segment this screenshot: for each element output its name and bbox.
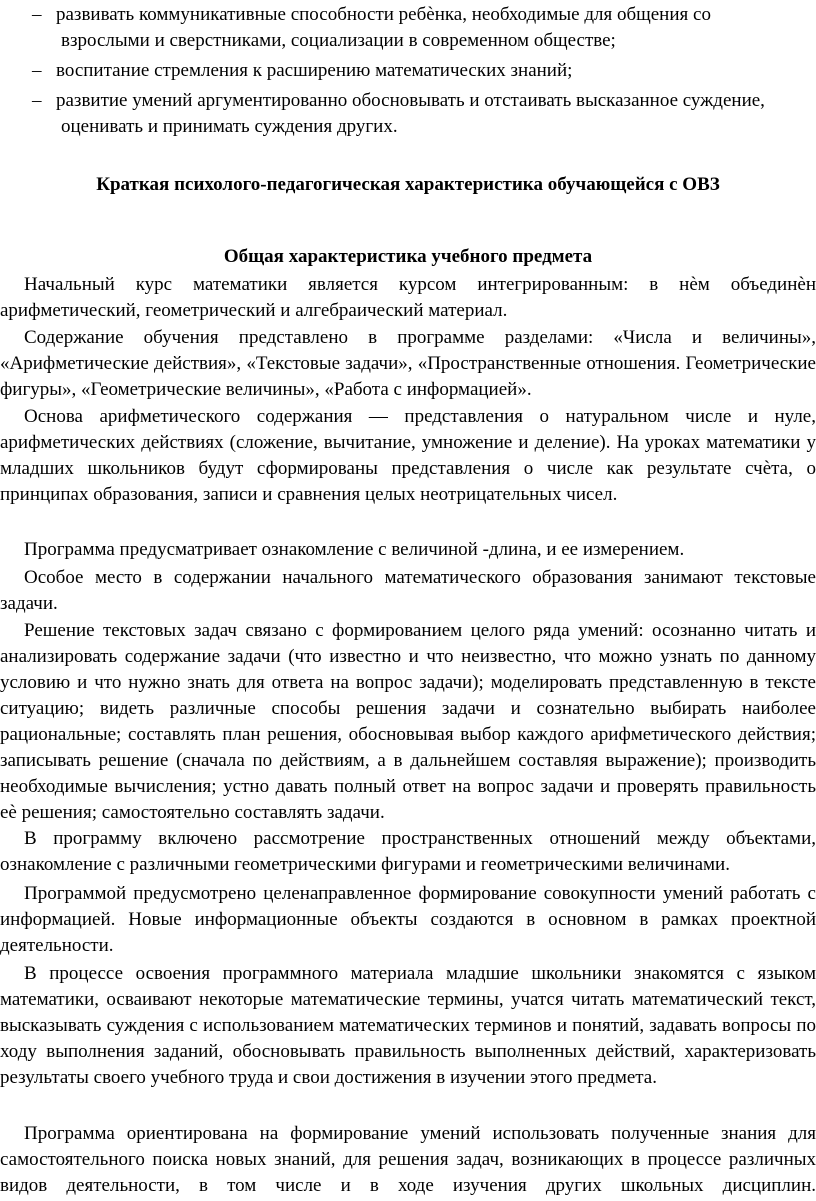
paragraph: Начальный курс математики является курсом интегрированным: в нѐм объединѐн арифметический, геометрический и алгебраический материал. — [0, 274, 816, 321]
section-heading: Общая характеристика учебного предмета — [223, 246, 593, 267]
list-item-continuation: оценивать и принимать суждения других. — [61, 116, 398, 137]
list-item-text: воспитание стремления к расширению математических знаний; — [56, 60, 573, 81]
list-dash: – — [32, 4, 42, 25]
paragraph: Программой предусмотрено целенаправленное формирование совокупности умений работать с информацией. Новые информационные объекты создаются в основном в рамках проектной деятельности. — [0, 883, 816, 956]
paragraph: Программа предусматривает ознакомление с величиной -длина, и ее измерением. — [24, 539, 685, 560]
list-item-text: развивать коммуникативные способности ребѐнка, необходимые для общения со — [56, 4, 711, 25]
list-item-text: развитие умений аргументированно обосновывать и отстаивать высказанное суждение, — [56, 90, 765, 111]
paragraph: Основа арифметического содержания — представления о натуральном числе и нуле, арифметических действиях (сложение, вычитание, умножение и деление). На уроках математики у младших школьников будут сформированы представления о числе как результате счѐта, о принципах образования, записи и сравнения целых неотрицательных чисел. — [0, 406, 816, 505]
paragraph: Программа ориентирована на формирование умений использовать полученные знания для самостоятельного поиска новых знаний, для решения задач, возникающих в процессе различных видов деятельности, в том числе и в ходе изучения других школьных дисциплин. — [0, 1123, 816, 1196]
list-item — [32, 58, 816, 84]
section-heading: Краткая психолого-педагогическая характеристика обучающейся с ОВЗ — [96, 174, 720, 195]
list-item — [32, 88, 816, 140]
paragraph: Решение текстовых задач связано с формированием целого ряда умений: осознанно читать и анализировать содержание задачи (что известно и что неизвестно, что можно узнать по данному условию и что нужно знать для ответа на вопрос задачи); моделировать представленную в тексте ситуацию; видеть различные способы решения задачи и сознательно выбирать наиболее рациональные; составлять план решения, обосновывая выбор каждого арифметического действия; записывать решение (сначала по действиям, а в дальнейшем составляя выражение); производить необходимые вычисления; устно давать полный ответ на вопрос задачи и проверять правильность еѐ решения; самостоятельно составлять задачи. — [0, 620, 816, 823]
list-item-continuation: взрослыми и сверстниками, социализации в современном обществе; — [61, 30, 616, 51]
paragraph: Содержание обучения представлено в программе разделами: «Числа и величины», «Арифметические действия», «Текстовые задачи», «Пространственные отношения. Геометрические фигуры», «Геометрические величины», «Работа с информацией». — [0, 327, 816, 400]
list-dash: – — [32, 90, 42, 111]
paragraph: В процессе освоения программного материала младшие школьники знакомятся с языком математики, осваивают некоторые математические термины, учатся читать математический текст, высказывать суждения с использованием математических терминов и понятий, задавать вопросы по ходу выполнения заданий, обосновывать правильность выполненных действий, характеризовать результаты своего учебного труда и свои достижения в изучении этого предмета. — [0, 963, 816, 1088]
paragraph: В программу включено рассмотрение пространственных отношений между объектами, ознакомление с различными геометрическими фигурами и геометрическими величинами. — [0, 828, 816, 875]
list-item — [32, 2, 816, 54]
list-dash: – — [32, 60, 42, 81]
paragraph: Особое место в содержании начального математического образования занимают текстовые задачи. — [0, 567, 816, 614]
